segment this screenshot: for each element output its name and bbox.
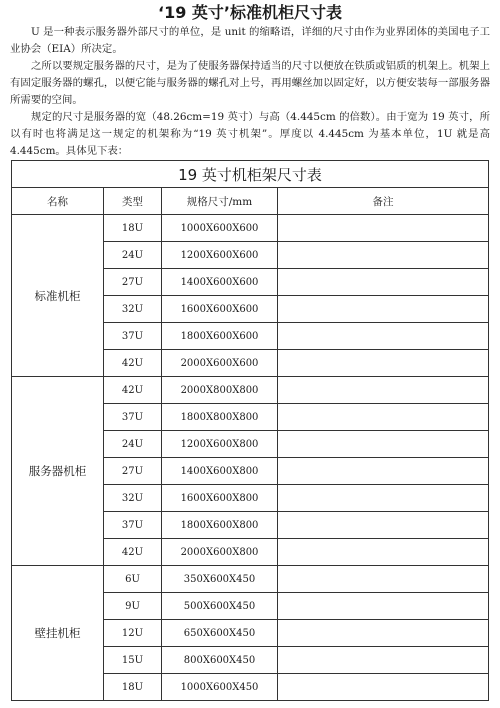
cabinet-remarks (278, 512, 489, 539)
cabinet-remarks (278, 539, 489, 566)
cabinet-type: 9U (104, 593, 162, 620)
cabinet-size: 500X600X450 (162, 593, 278, 620)
cabinet-size: 1200X600X600 (162, 242, 278, 269)
cabinet-remarks (278, 377, 489, 404)
cabinet-type: 32U (104, 296, 162, 323)
table-row (12, 566, 489, 593)
cabinet-category: 壁挂机柜 (12, 566, 104, 701)
cabinet-size: 1000X600X450 (162, 674, 278, 701)
cabinet-size: 2000X800X800 (162, 377, 278, 404)
cabinet-type: 37U (104, 404, 162, 431)
cabinet-type: 24U (104, 431, 162, 458)
cabinet-type: 12U (104, 620, 162, 647)
paragraph-size-purpose: 之所以要规定服务器的尺寸，是为了使服务器保持适当的尺寸以便放在铁质或铝质的机架上。机架上有固定服务器的螺孔，以便它能与服务器的螺孔对上号，再用螺丝加以固定好，以方便安装每一部服务器所需要的空间。 (10, 60, 490, 106)
cabinet-type: 15U (104, 647, 162, 674)
cabinet-size: 1400X600X800 (162, 458, 278, 485)
cabinet-size: 350X600X450 (162, 566, 278, 593)
paragraph-unit-definition: U 是一种表示服务器外部尺寸的单位，是 unit 的缩略语，详细的尺寸由作为业界团体的美国电子工业协会（EIA）所决定。 (10, 26, 490, 55)
table-row (12, 215, 489, 242)
paragraph-size-spec: 规定的尺寸是服务器的宽（48.26cm=19 英寸）与高（4.445cm 的倍数）。由于宽为 19 英寸，所以有时也将满足这一规定的机架称为“19 英寸机架”。厚度以 4.445cm 为基本单位，1U 就是高 4.445cm。具体见下表： (10, 111, 490, 157)
cabinet-remarks (278, 674, 489, 701)
cabinet-size: 1800X600X800 (162, 512, 278, 539)
cabinet-size: 1400X600X600 (162, 269, 278, 296)
cabinet-size: 1200X600X800 (162, 431, 278, 458)
header-size: 规格尺寸/mm (162, 188, 278, 215)
cabinet-remarks (278, 323, 489, 350)
cabinet-type: 24U (104, 242, 162, 269)
cabinet-remarks (278, 593, 489, 620)
cabinet-remarks (278, 404, 489, 431)
cabinet-size: 1000X600X600 (162, 215, 278, 242)
cabinet-size: 1800X600X600 (162, 323, 278, 350)
cabinet-type: 27U (104, 269, 162, 296)
cabinet-size: 1600X600X600 (162, 296, 278, 323)
cabinet-remarks (278, 566, 489, 593)
cabinet-type: 42U (104, 350, 162, 377)
cabinet-size: 2000X600X800 (162, 539, 278, 566)
cabinet-type: 37U (104, 323, 162, 350)
cabinet-size: 2000X600X600 (162, 350, 278, 377)
cabinet-size: 1800X800X800 (162, 404, 278, 431)
cabinet-remarks (278, 269, 489, 296)
cabinet-category: 标准机柜 (12, 215, 104, 377)
cabinet-type: 6U (104, 566, 162, 593)
header-name: 名称 (12, 188, 104, 215)
cabinet-type: 37U (104, 512, 162, 539)
cabinet-type: 27U (104, 458, 162, 485)
document-title: ‘19 英寸’标准机柜尺寸表 (158, 3, 342, 22)
cabinet-remarks (278, 296, 489, 323)
cabinet-remarks (278, 647, 489, 674)
cabinet-remarks (278, 242, 489, 269)
cabinet-size-table (11, 160, 489, 701)
cabinet-size: 800X600X450 (162, 647, 278, 674)
cabinet-remarks (278, 215, 489, 242)
cabinet-type: 18U (104, 215, 162, 242)
cabinet-type: 42U (104, 539, 162, 566)
cabinet-type: 32U (104, 485, 162, 512)
cabinet-type: 18U (104, 674, 162, 701)
table-caption: 19 英寸机柜架尺寸表 (12, 161, 489, 188)
cabinet-size: 1600X600X800 (162, 485, 278, 512)
cabinet-category: 服务器机柜 (12, 377, 104, 566)
cabinet-remarks (278, 485, 489, 512)
cabinet-remarks (278, 458, 489, 485)
header-type: 类型 (104, 188, 162, 215)
table-row (12, 377, 489, 404)
cabinet-remarks (278, 350, 489, 377)
cabinet-remarks (278, 431, 489, 458)
cabinet-size: 650X600X450 (162, 620, 278, 647)
header-remarks: 备注 (278, 188, 489, 215)
cabinet-remarks (278, 620, 489, 647)
cabinet-type: 42U (104, 377, 162, 404)
